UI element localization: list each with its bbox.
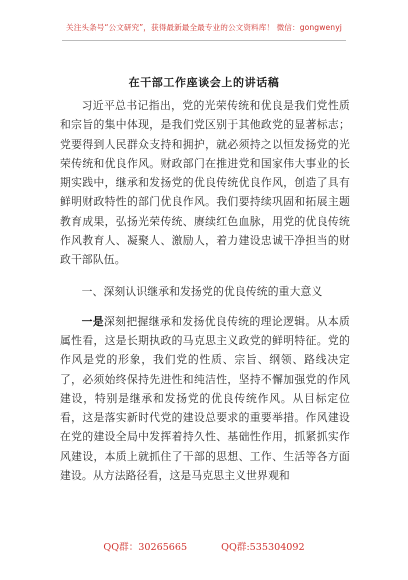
footer-qq-group-1: QQ群：30265665 <box>103 542 188 553</box>
intro-paragraph: 习近平总书记指出，党的光荣传统和优良是我们党性质和宗旨的集中体现，是我们党区别于其他政党的显著标志；党要得到人民群众支持和拥护，就必须持之以恒发扬党的光荣传统和优良作风。财政部门在推进党和国家伟大事业的长期实践中，继承和发扬党的优良传统优良作风，创造了具有鲜明财政特性的部门优良作风。我们要持续巩固和拓展主题教育成果，弘扬光荣传统、赓续红色血脉，用党的优良传统作风教育人、凝聚人、激励人，着力建设忠诚干净担当的财政干部队伍。 <box>60 99 350 267</box>
section-paragraph <box>60 312 350 486</box>
paragraph-lead: 一是 <box>81 314 104 328</box>
header-divider <box>62 40 346 41</box>
header-promo-note: 关注头条号“公文研究”，获得最新最全最专业的公文资料库！ 微信：gongwenyj <box>66 23 342 32</box>
document-body <box>60 96 350 497</box>
footer-contacts <box>0 539 408 553</box>
section-heading: 一、深刻认识继承和发扬党的优良传统的重大意义 <box>81 284 323 298</box>
paragraph-text: 深刻把握继承和发扬优良传统的理论逻辑。从本质属性看，这是长期执政的马克思主义政党的鲜明特征。党的作风是党的形象，我们党的性质、宗旨、纲领、路线决定了，必须始终保持先进性和纯洁性，坚持不懈加强党的作风建设，特别是继承和发扬党的优良传统作风。从目标定位看，这是落实新时代党的建设总要求的重要举措。作风建设在党的建设全局中发挥着持久性、基础性作用，抓紧抓实作风建设，本质上就抓住了干部的思想、工作、生活等各方面建设。从方法路径看，这是马克思主义世界观和 <box>60 314 350 483</box>
footer-qq-group-2: QQ群:535304092 <box>221 542 305 553</box>
document-title: 在干部工作座谈会上的讲话稿 <box>128 76 280 89</box>
